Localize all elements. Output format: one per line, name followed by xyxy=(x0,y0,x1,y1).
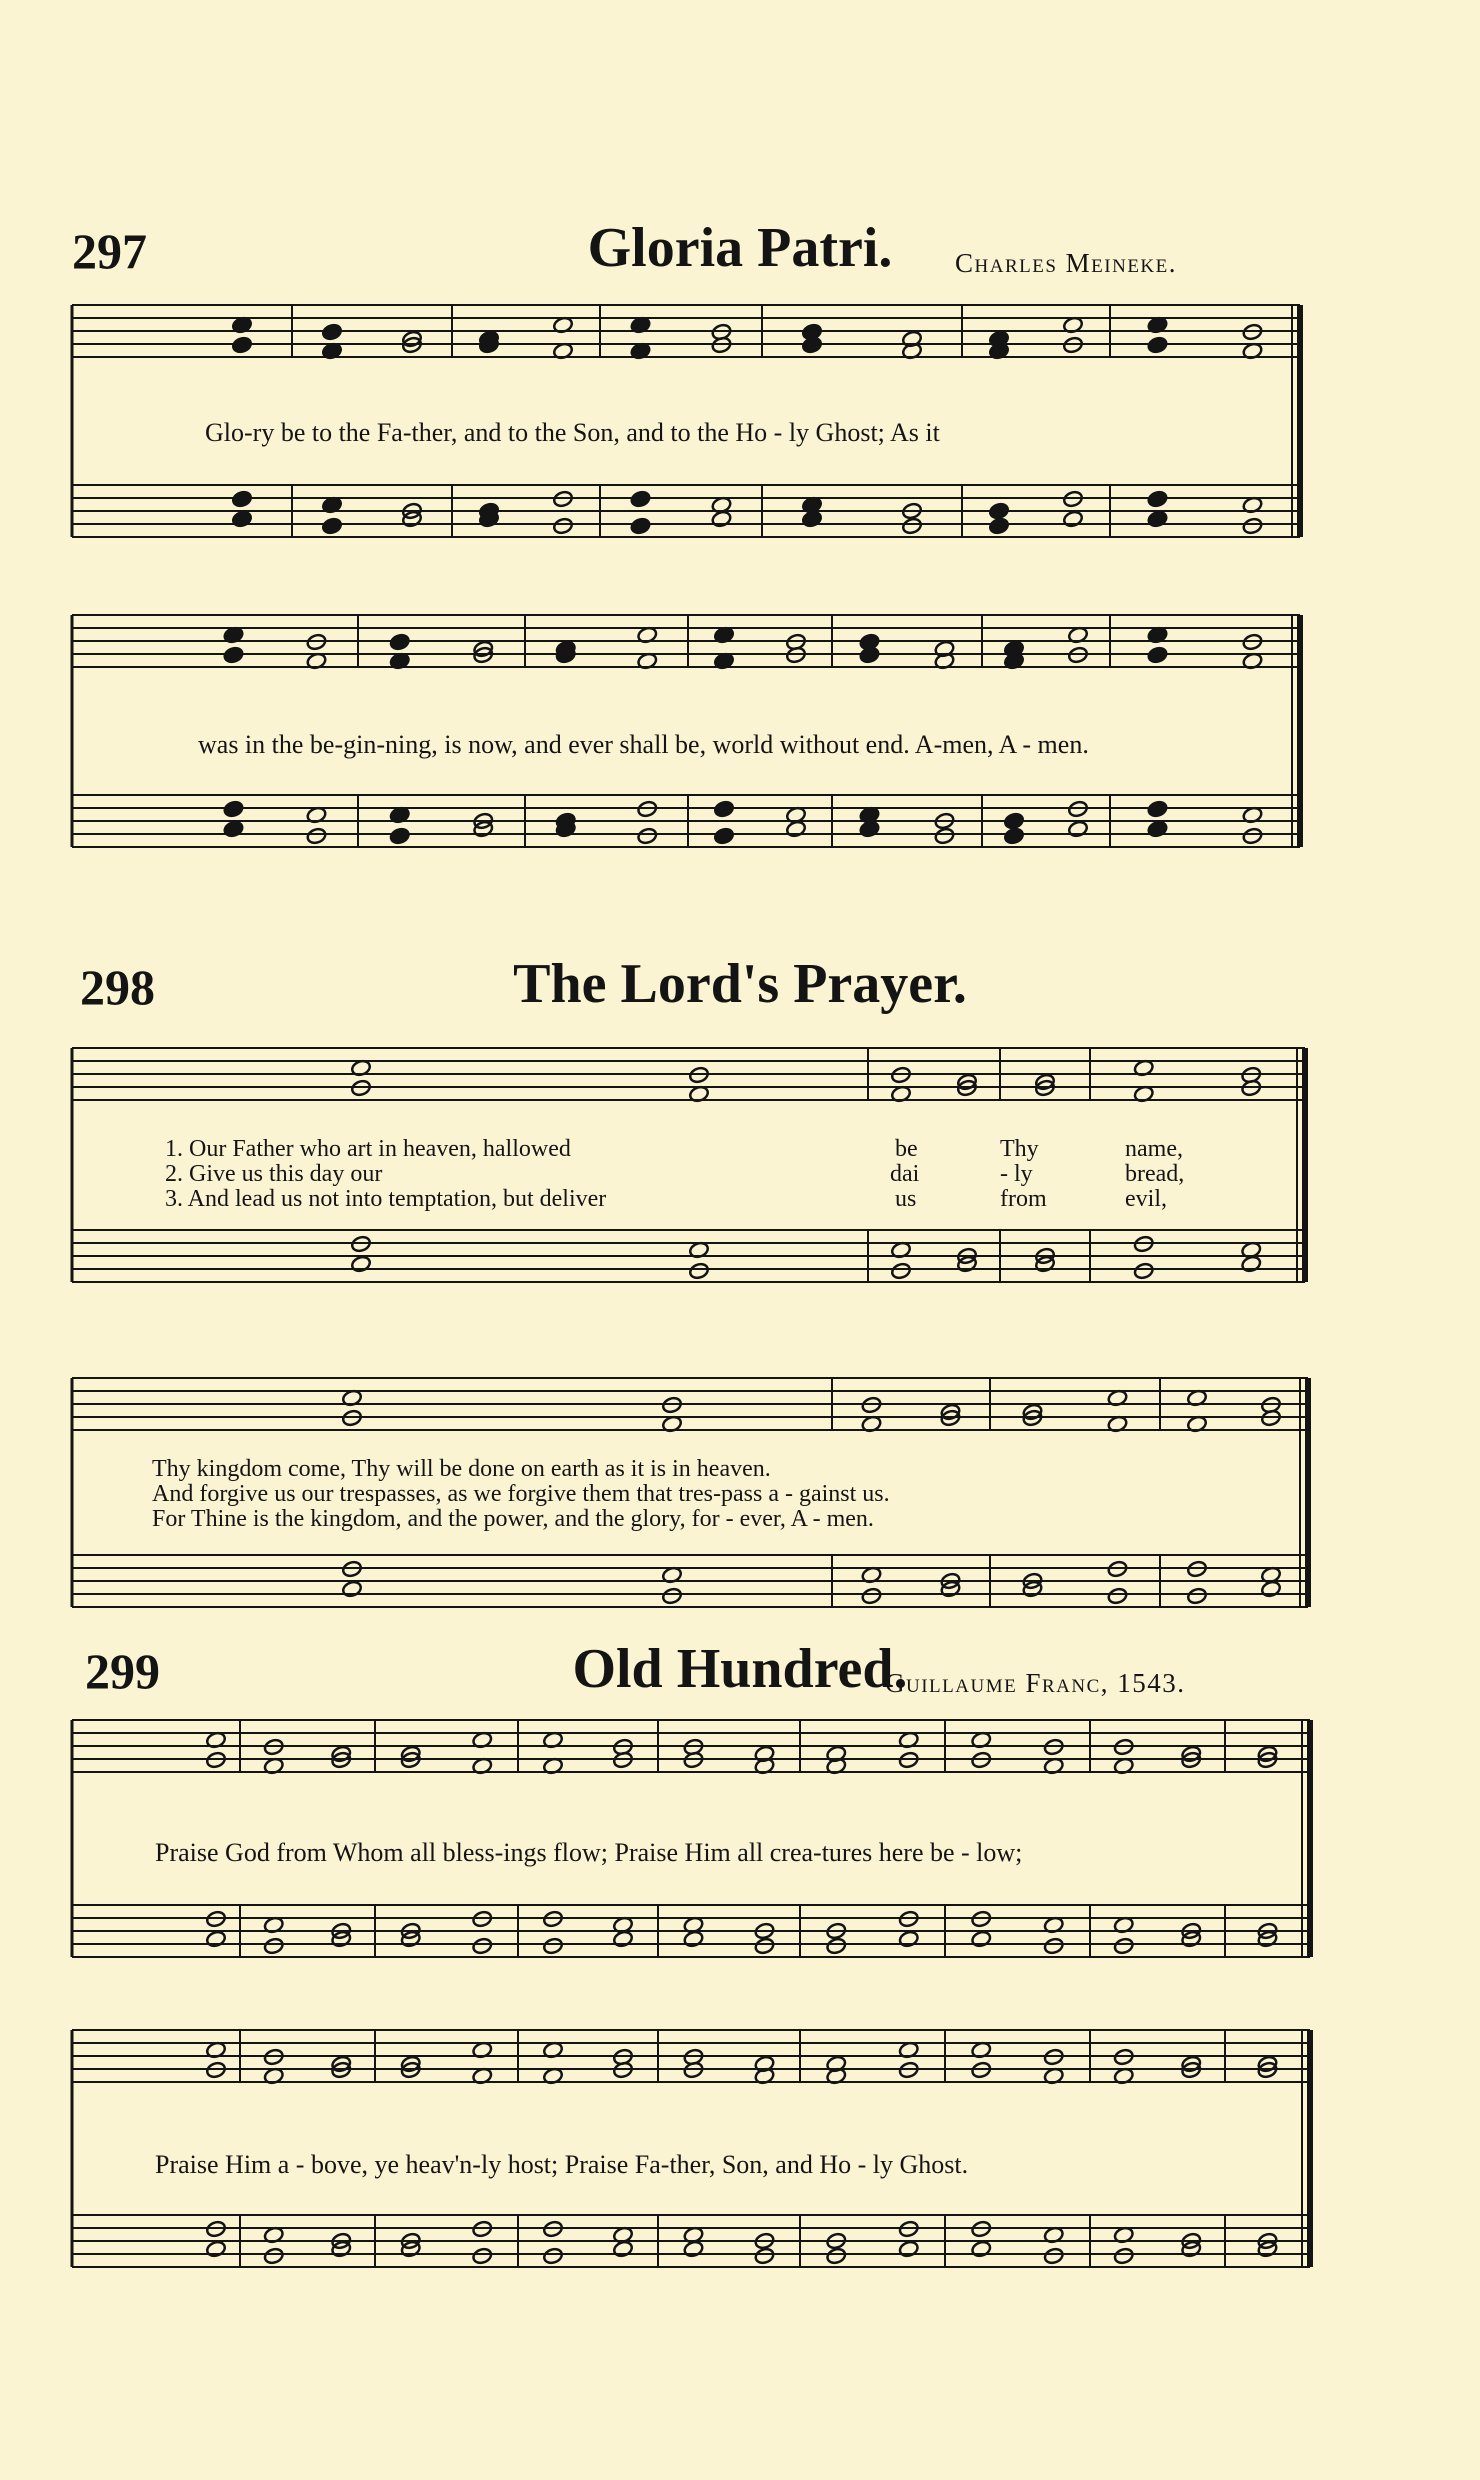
note-head xyxy=(826,1937,847,1955)
note-head xyxy=(263,1937,284,1955)
note-head xyxy=(1107,1587,1128,1605)
note-head xyxy=(1147,336,1168,354)
note-head xyxy=(861,1587,882,1605)
note-head xyxy=(713,827,734,845)
note-head xyxy=(711,510,732,528)
note-head xyxy=(637,827,658,845)
note-head xyxy=(321,323,342,341)
note-head xyxy=(1113,1937,1134,1955)
note-head xyxy=(306,827,327,845)
note-head xyxy=(901,517,922,535)
verse-syllable: be xyxy=(895,1136,918,1162)
note-head xyxy=(205,1930,226,1948)
note-head xyxy=(472,1937,493,1955)
hymn-title: The Lord's Prayer. xyxy=(513,953,967,1015)
note-head xyxy=(231,510,252,528)
note-head xyxy=(971,2240,992,2258)
verse-syllable: name, xyxy=(1125,1136,1183,1162)
note-head xyxy=(205,2240,226,2258)
verse-line: Thy kingdom come, Thy will be done on earth as it is in heaven. xyxy=(152,1456,771,1482)
verse-syllable: us xyxy=(895,1186,917,1212)
note-head xyxy=(231,336,252,354)
note-head xyxy=(542,1937,563,1955)
verse-line: 2. Give us this day our xyxy=(165,1161,383,1187)
verse-syllable: from xyxy=(1000,1186,1047,1212)
note-head xyxy=(1186,1587,1207,1605)
hymn-number: 298 xyxy=(80,959,155,1015)
note-head xyxy=(223,800,244,818)
hymn-number: 297 xyxy=(72,223,147,279)
hymn-title: Gloria Patri. xyxy=(587,217,893,279)
note-head xyxy=(1147,646,1168,664)
note-head xyxy=(934,827,955,845)
note-head xyxy=(630,490,651,508)
note-head xyxy=(223,820,244,838)
lyric-line: was in the be-gin-ning, is now, and ever shall be, world without end. A-men, A - men. xyxy=(198,730,1089,759)
note-head xyxy=(1003,812,1024,830)
verse-line: 1. Our Father who art in heaven, hallowed xyxy=(165,1136,571,1162)
note-head xyxy=(542,2247,563,2265)
note-head xyxy=(341,1580,362,1598)
note-head xyxy=(1043,2247,1064,2265)
note-head xyxy=(612,1930,633,1948)
note-head xyxy=(826,2247,847,2265)
note-head xyxy=(713,800,734,818)
lyric-line: Praise Him a - bove, ye heav'n-ly host; Praise Fa-ther, Son, and Ho - ly Ghost. xyxy=(155,2150,969,2179)
note-head xyxy=(890,1262,911,1280)
hymn-number: 299 xyxy=(85,1643,160,1699)
note-head xyxy=(859,820,880,838)
verse-line: And forgive us our trespasses, as we forgive them that tres-pass a - gainst us. xyxy=(152,1481,890,1507)
note-head xyxy=(389,827,410,845)
note-head xyxy=(231,490,252,508)
note-head xyxy=(612,2240,633,2258)
note-head xyxy=(683,2240,704,2258)
verse-syllable: evil, xyxy=(1125,1186,1167,1212)
lyric-line: Praise God from Whom all bless-ings flow; Praise Him all crea-tures here be - low; xyxy=(155,1838,1023,1867)
note-head xyxy=(988,517,1009,535)
verse-syllable: Thy xyxy=(1000,1136,1039,1162)
note-head xyxy=(1242,517,1263,535)
note-head xyxy=(1147,800,1168,818)
note-head xyxy=(1241,1255,1262,1273)
note-head xyxy=(1147,510,1168,528)
note-head xyxy=(1242,827,1263,845)
note-head xyxy=(389,633,410,651)
note-head xyxy=(988,502,1009,520)
note-head xyxy=(1260,1580,1281,1598)
note-head xyxy=(1043,1937,1064,1955)
note-head xyxy=(1062,510,1083,528)
note-head xyxy=(630,517,651,535)
hymn-title: Old Hundred. xyxy=(572,1638,908,1700)
note-head xyxy=(1133,1262,1154,1280)
note-head xyxy=(263,2247,284,2265)
note-head xyxy=(801,510,822,528)
note-head xyxy=(801,336,822,354)
note-head xyxy=(350,1255,371,1273)
composer: Guillaume Franc, 1543. xyxy=(885,1668,1186,1698)
verse-syllable: bread, xyxy=(1125,1161,1185,1187)
note-head xyxy=(898,1930,919,1948)
verse-line: 3. And lead us not into temptation, but deliver xyxy=(165,1186,607,1212)
note-head xyxy=(785,820,806,838)
note-head xyxy=(1003,827,1024,845)
note-head xyxy=(754,1937,775,1955)
note-head xyxy=(552,517,573,535)
note-head xyxy=(1147,490,1168,508)
verse-line: For Thine is the kingdom, and the power, and the glory, for - ever, A - men. xyxy=(152,1506,874,1532)
note-head xyxy=(1113,2247,1134,2265)
note-head xyxy=(971,1930,992,1948)
note-head xyxy=(321,517,342,535)
note-head xyxy=(898,2240,919,2258)
verse-syllable: dai xyxy=(890,1161,920,1187)
note-head xyxy=(688,1262,709,1280)
composer: Charles Meineke. xyxy=(955,248,1177,278)
note-head xyxy=(859,646,880,664)
note-head xyxy=(223,646,244,664)
verse-syllable: - ly xyxy=(1000,1161,1033,1187)
lyric-line: Glo-ry be to the Fa-ther, and to the Son, and to the Ho - ly Ghost; As it xyxy=(205,418,940,447)
note-head xyxy=(1147,820,1168,838)
note-head xyxy=(683,1930,704,1948)
note-head xyxy=(754,2247,775,2265)
note-head xyxy=(472,2247,493,2265)
note-head xyxy=(661,1587,682,1605)
note-head xyxy=(1067,820,1088,838)
